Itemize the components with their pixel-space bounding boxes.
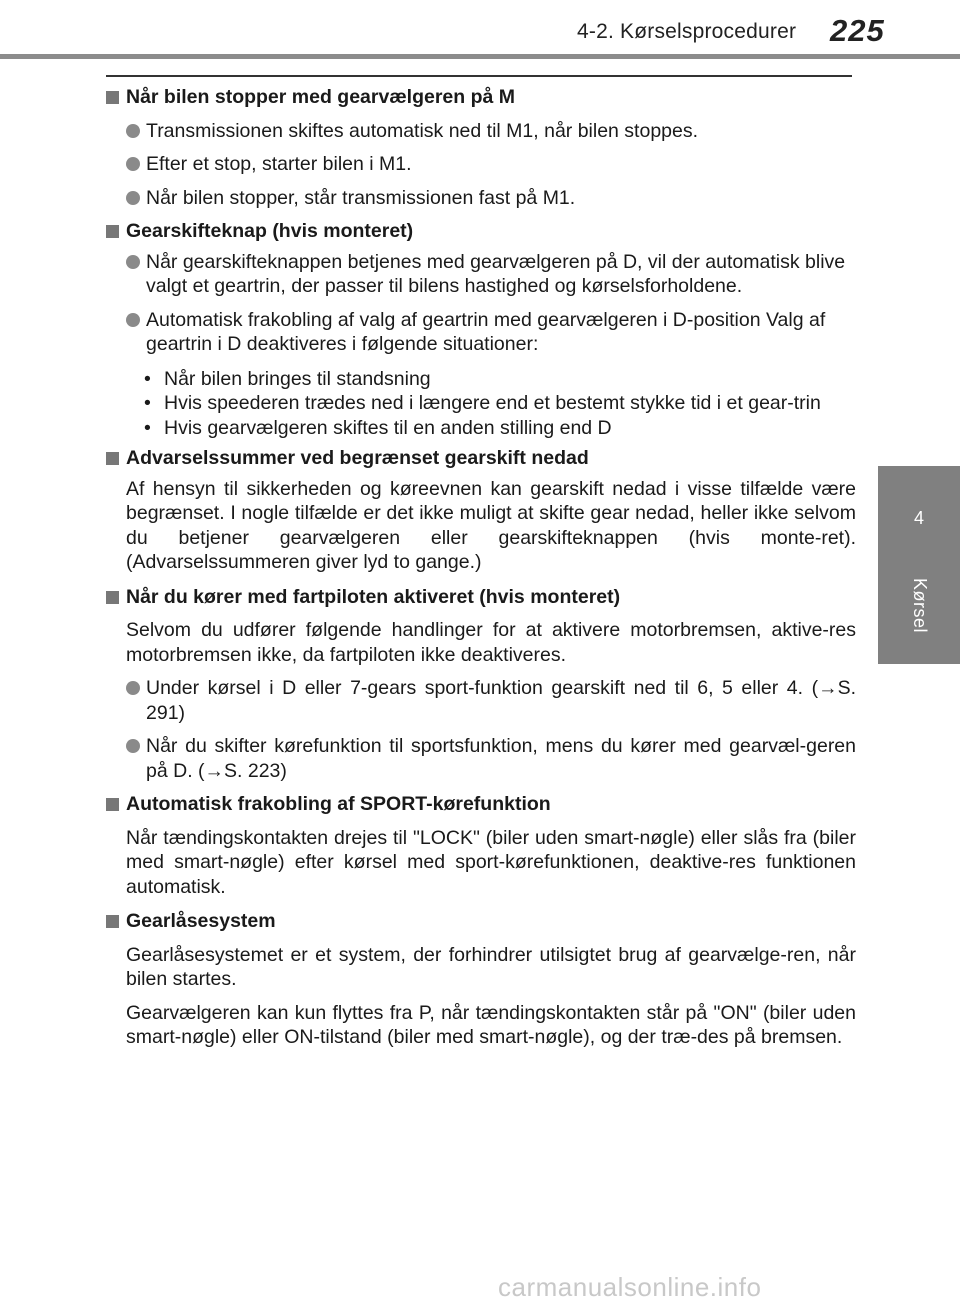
square-bullet-icon xyxy=(106,798,119,811)
square-bullet-icon xyxy=(106,915,119,928)
section-heading: Advarselssummer ved begrænset gearskift nedad xyxy=(106,446,856,471)
list-item: Efter et stop, starter bilen i M1. xyxy=(106,152,856,177)
section-paragraph: Selvom du udfører følgende handlinger for at aktivere motorbremsen, aktive-res motorbremsen ikke, da fartpiloten ikke deaktiveres. xyxy=(126,619,856,666)
section-paragraph: Af hensyn til sikkerheden og køreevnen kan gearskift nedad i visse tilfælde være begrænset. I nogle tilfælde er det ikke muligt at skifte gear nedad, heller ikke selvom du betjener gearvælgeren eller gearskifteknappen (hvis monte-ret). (Advarselssummeren giver lyd to gange.) xyxy=(126,477,856,573)
round-bullet-icon xyxy=(126,739,140,753)
section-paragraph: Gearlåsesystemet er et system, der forhindrer utilsigtet brug af gearvælge-ren, når bilen startes. xyxy=(126,943,856,990)
watermark: carmanualsonline.info xyxy=(498,1272,762,1302)
square-bullet-icon xyxy=(106,225,119,238)
square-bullet-icon xyxy=(106,591,119,604)
square-bullet-icon xyxy=(106,91,119,104)
page-number: 225 xyxy=(830,13,885,48)
round-bullet-icon xyxy=(126,157,140,171)
sub-list-item: • Når bilen bringes til standsning xyxy=(144,367,431,390)
chapter-label: Kørsel xyxy=(910,578,930,634)
list-item: Under kørsel i D eller 7-gears sport-funktion gearskift ned til 6, 5 eller 4. (→S. 291) xyxy=(106,676,856,725)
round-bullet-icon xyxy=(126,313,140,327)
section-heading: Når du kører med fartpiloten aktiveret (hvis monteret) xyxy=(106,585,856,610)
list-item: Når du skifter kørefunktion til sportsfunktion, mens du kører med gearvæl-geren på D. (→S. 223) xyxy=(106,734,856,783)
chapter-number: 4 xyxy=(913,508,924,528)
section-heading: Når bilen stopper med gearvælgeren på M xyxy=(106,85,856,110)
round-bullet-icon xyxy=(126,191,140,205)
round-bullet-icon xyxy=(126,124,140,138)
round-bullet-icon xyxy=(126,255,140,269)
section-heading: Automatisk frakobling af SPORT-kørefunktion xyxy=(106,792,856,817)
list-item: Automatisk frakobling af valg af geartrin med gearvælgeren i D-position Valg af geartrin i D deaktiveres i følgende situationer: xyxy=(106,308,856,357)
list-item: Når gearskifteknappen betjenes med gearvælgeren på D, vil der automatisk blive valgt et geartrin, der passer til bilens hastighed og kørselsforholdene. xyxy=(106,250,856,299)
sub-list-item: • Hvis gearvælgeren skiftes til en anden stilling end D xyxy=(144,416,612,439)
square-bullet-icon xyxy=(106,452,119,465)
list-item: Når bilen stopper, står transmissionen fast på M1. xyxy=(106,186,856,211)
page-content xyxy=(106,85,856,1050)
section-heading: Gearskifteknap (hvis monteret) xyxy=(106,219,856,244)
header-section-title: 4-2. Kørselsprocedurer xyxy=(577,20,797,43)
round-bullet-icon xyxy=(126,681,140,695)
sub-list xyxy=(106,367,856,441)
section-heading: Gearlåsesystem xyxy=(106,909,856,934)
section-paragraph: Gearvælgeren kan kun flyttes fra P, når tændingskontakten står på "ON" (biler uden smart-nøgle) eller ON-tilstand (biler med smart-nøgle), og der træ-des på bremsen. xyxy=(126,1001,856,1048)
header-rule xyxy=(0,54,960,59)
content-top-rule xyxy=(106,75,852,77)
list-item: Transmissionen skiftes automatisk ned til M1, når bilen stoppes. xyxy=(106,119,856,144)
chapter-tab xyxy=(878,466,960,664)
section-paragraph: Når tændingskontakten drejes til "LOCK" (biler uden smart-nøgle) eller slås fra (biler med smart-nøgle) efter kørsel med sport-kørefunktionen, deaktive-res funktionen automatisk. xyxy=(126,826,856,898)
sub-list-item: • Hvis speederen trædes ned i længere end et bestemt stykke tid i et gear-trin xyxy=(144,392,821,414)
